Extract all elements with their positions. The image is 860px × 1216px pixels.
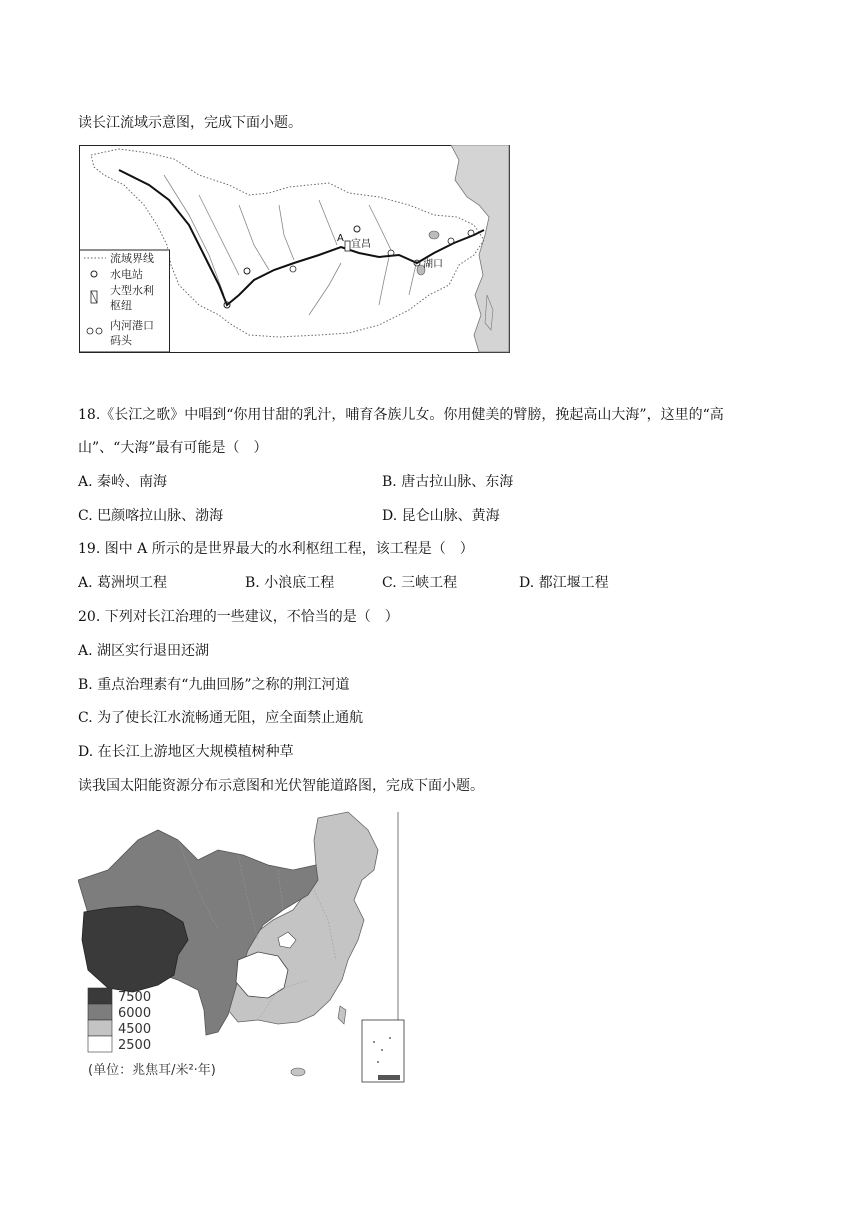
scale-7500: 7500 [118, 990, 152, 1005]
legend-port-1: 内河港口 [110, 319, 154, 332]
scale-swatch-2500 [88, 1036, 112, 1052]
q18-stem-line1: 18.《长江之歌》中唱到“你用甘甜的乳汁，哺育各族儿女。你用健美的臂膀，挽起高山大海”，这里的“高 [78, 407, 724, 423]
q18-option-c[interactable]: C. 巴颜喀拉山脉、渤海 [78, 508, 224, 524]
q19-option-d[interactable]: D. 都江堰工程 [519, 575, 609, 591]
label-yichang: 宜昌 [351, 239, 371, 250]
scale-swatch-6000 [88, 1004, 112, 1020]
q18-option-a[interactable]: A. 秦岭、南海 [78, 474, 168, 490]
scale-swatch-4500 [88, 1020, 112, 1036]
q19-option-b[interactable]: B. 小浪底工程 [245, 575, 335, 591]
scale-unit: (单位：兆焦耳/米²·年) [88, 1063, 216, 1078]
scale-swatch-7500 [88, 988, 112, 1004]
q20-stem: 20. 下列对长江治理的一些建议，不恰当的是（ ） [78, 609, 399, 625]
scale-6000: 6000 [118, 1006, 152, 1021]
q19-option-a[interactable]: A. 葛洲坝工程 [78, 575, 168, 591]
q18-option-d[interactable]: D. 昆仑山脉、黄海 [382, 508, 500, 524]
intro-text-2: 读我国太阳能资源分布示意图和光伏智能道路图，完成下面小题。 [78, 778, 484, 794]
legend-project-1: 大型水利 [110, 284, 154, 297]
legend-hydro: 水电站 [110, 268, 143, 281]
q19-stem: 19. 图中 A 所示的是世界最大的水利枢纽工程，该工程是（ ） [78, 541, 474, 557]
scale-4500: 4500 [118, 1022, 152, 1037]
q20-option-b[interactable]: B. 重点治理素有“九曲回肠”之称的荆江河道 [78, 677, 350, 693]
q20-option-a[interactable]: A. 湖区实行退田还湖 [78, 643, 210, 659]
scale-2500: 2500 [118, 1038, 152, 1053]
legend-boundary: 流域界线 [110, 252, 154, 265]
intro-text-1: 读长江流域示意图，完成下面小题。 [78, 115, 302, 131]
yangtze-basin-map [79, 145, 510, 357]
solar-resource-map [78, 810, 410, 1090]
q18-stem-line2: 山”、“大海”最有可能是（ ） [78, 440, 268, 456]
legend-port-2: 码头 [110, 334, 132, 347]
label-hukou: 湖口 [423, 259, 443, 270]
q20-option-d[interactable]: D. 在长江上游地区大规模植树种草 [78, 744, 294, 760]
legend-project-2: 枢纽 [110, 299, 132, 312]
q20-option-c[interactable]: C. 为了使长江水流畅通无阻，应全面禁止通航 [78, 710, 364, 726]
q18-option-b[interactable]: B. 唐古拉山脉、东海 [382, 474, 514, 490]
q19-option-c[interactable]: C. 三峡工程 [382, 575, 458, 591]
label-a: A [337, 233, 344, 244]
